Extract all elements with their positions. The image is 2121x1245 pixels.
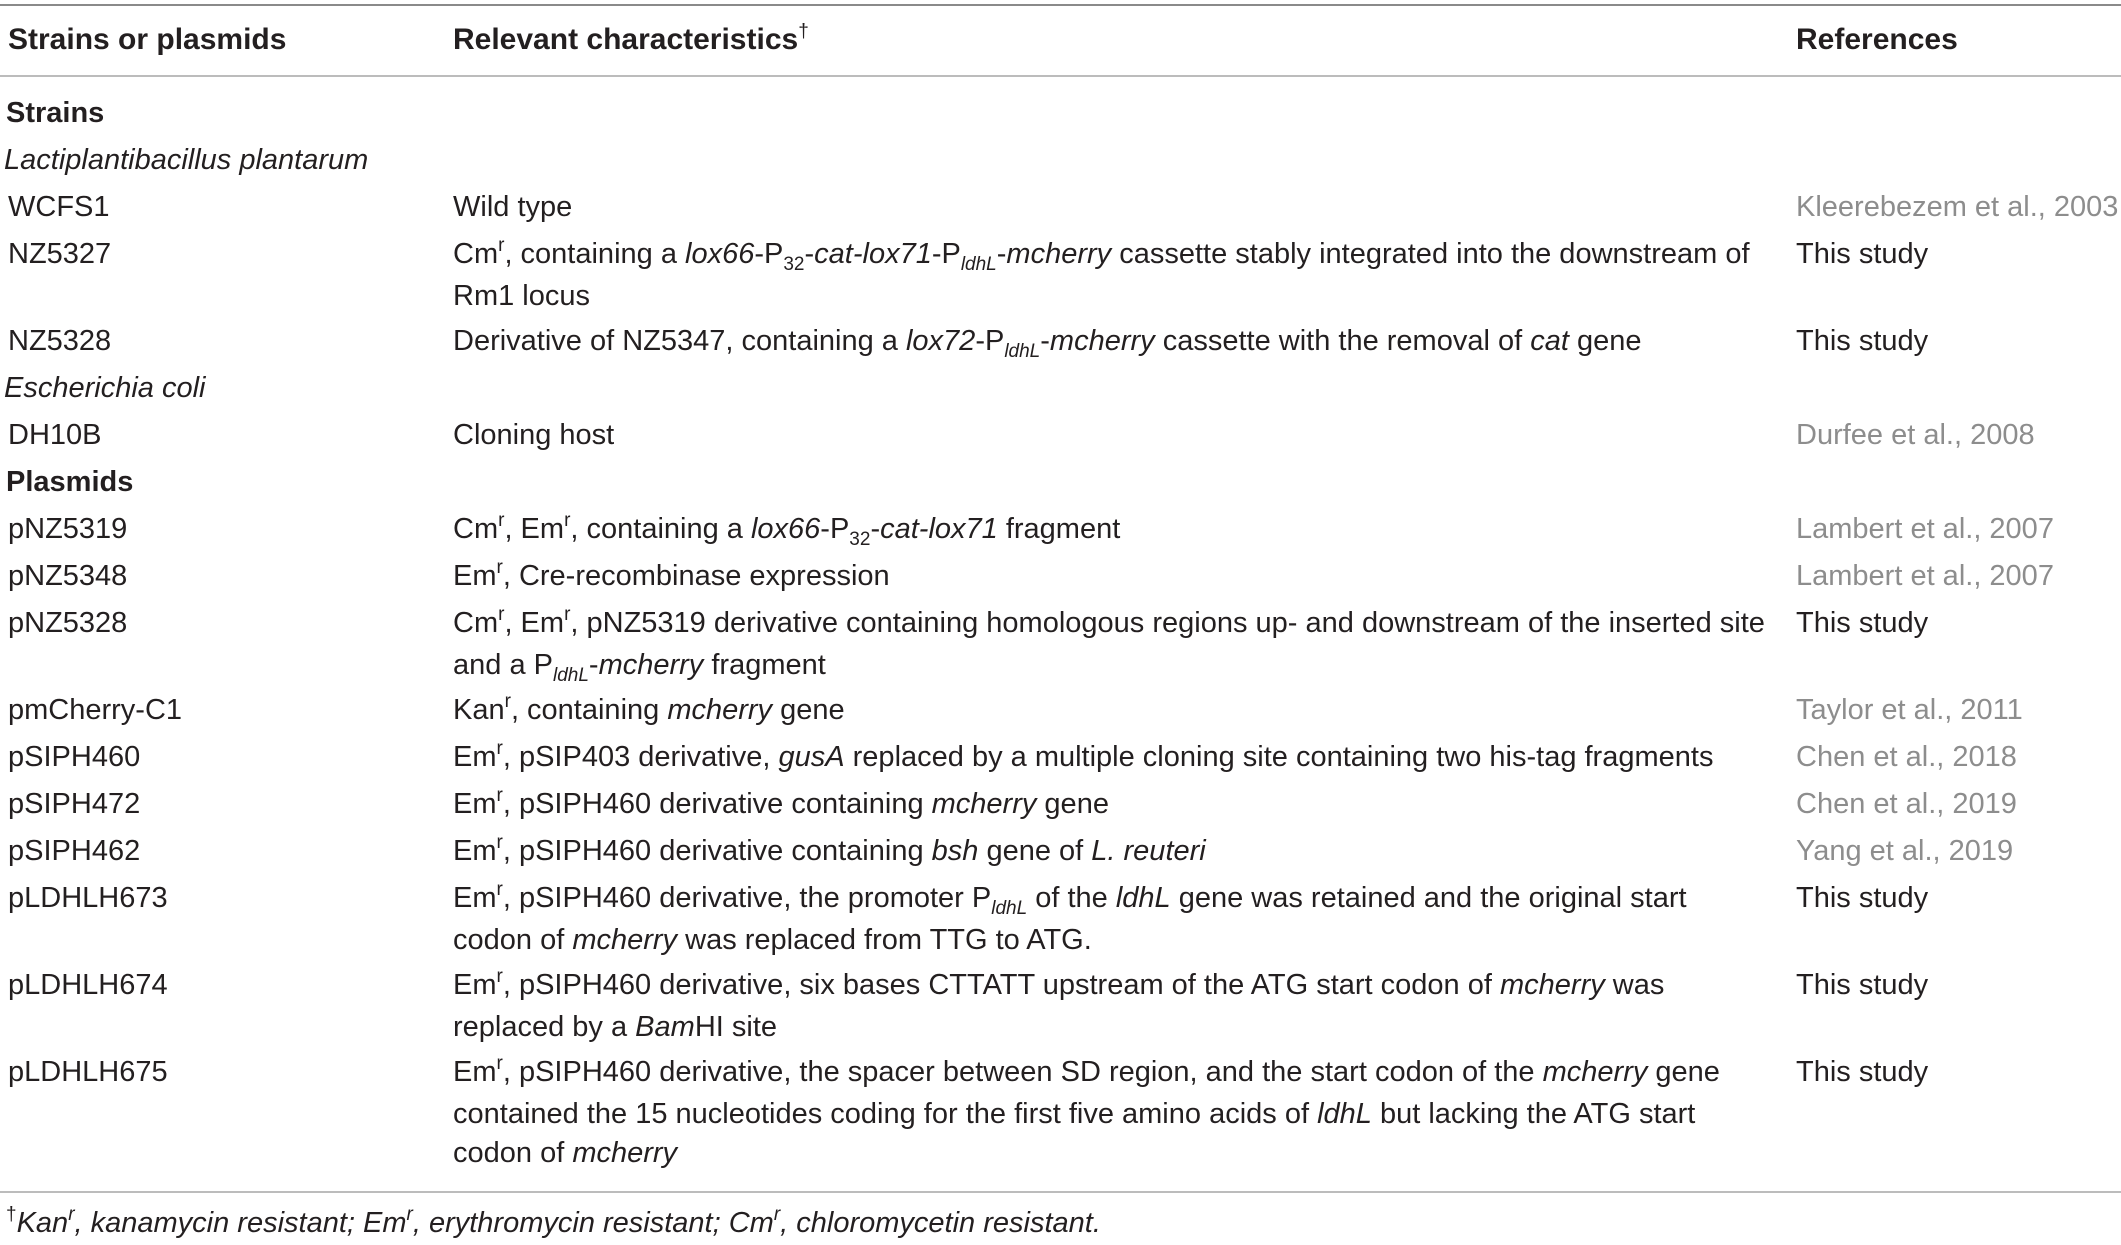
row-reference: This study bbox=[1796, 325, 1929, 357]
row-characteristics: Wild type bbox=[453, 191, 573, 223]
table-bottom-rule bbox=[0, 1191, 2121, 1193]
row-name: pSIPH462 bbox=[8, 835, 141, 867]
row-name: pSIPH460 bbox=[8, 741, 141, 773]
row-name: WCFS1 bbox=[8, 191, 110, 223]
species-label: Lactiplantibacillus plantarum bbox=[4, 144, 369, 176]
row-name: pNZ5348 bbox=[8, 560, 128, 592]
table-footnote: †Kan$^r$, kanamycin resistant; Em$^r$, erythromycin resistant; Cm$^r$, chloromycetin resistant. bbox=[6, 1204, 1101, 1239]
row-characteristics: Cloning host bbox=[453, 419, 615, 451]
row-name: pLDHLH674 bbox=[8, 969, 168, 1001]
row-reference: This study bbox=[1796, 607, 1929, 639]
row-characteristics: Em$^r$, pSIPH460 derivative containing bsh gene of L. reuteri bbox=[453, 832, 1206, 867]
row-name: pmCherry-C1 bbox=[8, 694, 183, 726]
row-reference: Yang et al., 2019 bbox=[1796, 835, 2014, 867]
row-reference: Chen et al., 2018 bbox=[1796, 741, 2017, 773]
row-reference: This study bbox=[1796, 238, 1929, 270]
header-relevant-characteristics: Relevant characteristics† bbox=[453, 21, 809, 56]
row-name: pLDHLH675 bbox=[8, 1056, 168, 1088]
species-label: Escherichia coli bbox=[4, 372, 206, 404]
row-reference: Lambert et al., 2007 bbox=[1796, 513, 2054, 545]
row-characteristics: Em$^r$, pSIPH460 derivative, the spacer between SD region, and the start codon of the mcherry gene contained the 15 nucleotides coding for the first five amino acids of ldhL but lacking the ATG start codon of mcherry bbox=[453, 1053, 1720, 1169]
row-characteristics: Kan$^r$, containing mcherry gene bbox=[453, 691, 845, 726]
row-reference: Taylor et al., 2011 bbox=[1796, 694, 2023, 726]
table-top-rule bbox=[0, 4, 2121, 6]
row-characteristics: Em$^r$, pSIP403 derivative, gusA replaced by a multiple cloning site containing two his-tag fragments bbox=[453, 738, 1714, 773]
row-name: NZ5327 bbox=[8, 238, 112, 270]
row-reference: Chen et al., 2019 bbox=[1796, 788, 2017, 820]
row-characteristics: Em$^r$, Cre-recombinase expression bbox=[453, 557, 890, 592]
row-reference: This study bbox=[1796, 882, 1929, 914]
row-reference: Lambert et al., 2007 bbox=[1796, 560, 2054, 592]
row-name: NZ5328 bbox=[8, 325, 112, 357]
row-characteristics: Em$^r$, pSIPH460 derivative, the promoter $P_{ldhL}$ of the ldhL gene was retained and the original start codon of mcherry was replaced from TTG to ATG. bbox=[453, 879, 1687, 956]
row-characteristics: Cm$^r$, containing a $lox66-P_{32}-cat-lox71-P_{ldhL}$-mcherry cassette stably integrated into the downstream of Rm1 locus bbox=[453, 235, 1750, 312]
row-name: pSIPH472 bbox=[8, 788, 141, 820]
row-name: pLDHLH673 bbox=[8, 882, 168, 914]
row-characteristics: Derivative of NZ5347, containing a $lox72-P_{ldhL}$-mcherry cassette with the removal of cat gene bbox=[453, 325, 1642, 362]
header-dagger-mark: † bbox=[798, 21, 809, 42]
header-rule bbox=[0, 75, 2121, 77]
header-strains-or-plasmids: Strains or plasmids bbox=[8, 23, 287, 56]
row-name: DH10B bbox=[8, 419, 102, 451]
row-name: pNZ5319 bbox=[8, 513, 128, 545]
row-name: pNZ5328 bbox=[8, 607, 128, 639]
section-label: Plasmids bbox=[6, 466, 134, 498]
header-references: References bbox=[1796, 23, 1958, 56]
section-label: Strains bbox=[6, 97, 105, 129]
row-characteristics: Em$^r$, pSIPH460 derivative, six bases CTTATT upstream of the ATG start codon of mcherry was replaced by a BamHI site bbox=[453, 966, 1665, 1043]
row-characteristics: Em$^r$, pSIPH460 derivative containing mcherry gene bbox=[453, 785, 1109, 820]
row-reference: Kleerebezem et al., 2003 bbox=[1796, 191, 2119, 223]
row-reference: This study bbox=[1796, 1056, 1929, 1088]
row-characteristics: Cm$^r$, Em$^r$, pNZ5319 derivative containing homologous regions up- and downstream of the inserted site and a $P_{ldhL}$-mcherry fragment bbox=[453, 604, 1765, 686]
row-reference: Durfee et al., 2008 bbox=[1796, 419, 2035, 451]
row-reference: This study bbox=[1796, 969, 1929, 1001]
row-characteristics: Cm$^r$, Em$^r$, containing a $lox66-P_{32}-cat-lox71$ fragment bbox=[453, 510, 1121, 550]
